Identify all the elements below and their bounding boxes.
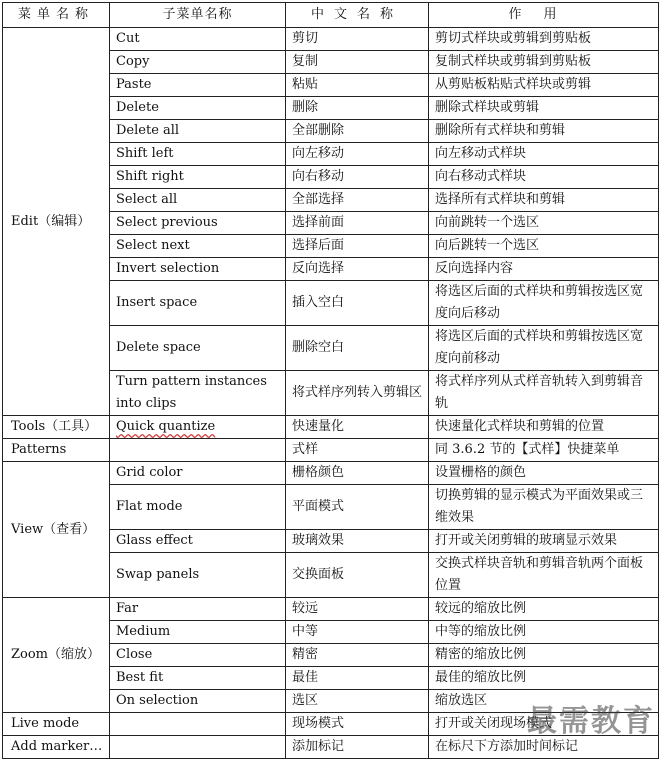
function-cell: 复制式样块或剪辑到剪贴板	[429, 51, 659, 74]
menu-cell-edit: Edit（编辑）	[3, 28, 110, 416]
submenu-cell: On selection	[110, 690, 286, 713]
function-cell: 较远的缩放比例	[429, 598, 659, 621]
submenu-cell: Far	[110, 598, 286, 621]
submenu-cell: Glass effect	[110, 530, 286, 553]
chinese-cell: 精密	[286, 644, 429, 667]
table-row	[3, 713, 659, 736]
chinese-cell: 较远	[286, 598, 429, 621]
chinese-cell: 交换面板	[286, 553, 429, 598]
function-cell: 交换式样块音轨和剪辑音轨两个面板位置	[429, 553, 659, 598]
submenu-cell: Select next	[110, 235, 286, 258]
chinese-cell: 复制	[286, 51, 429, 74]
chinese-cell: 全部删除	[286, 120, 429, 143]
chinese-cell: 平面模式	[286, 485, 429, 530]
chinese-cell: 添加标记	[286, 736, 429, 759]
chinese-cell: 将式样序列转入剪辑区	[286, 371, 429, 416]
table-row	[3, 462, 659, 485]
chinese-cell: 向右移动	[286, 166, 429, 189]
chinese-cell: 删除	[286, 97, 429, 120]
submenu-cell: Close	[110, 644, 286, 667]
function-cell: 最佳的缩放比例	[429, 667, 659, 690]
submenu-cell: Flat mode	[110, 485, 286, 530]
chinese-cell: 剪切	[286, 28, 429, 51]
menu-cell-view: View（查看）	[3, 462, 110, 598]
chinese-cell: 现场模式	[286, 713, 429, 736]
function-cell: 精密的缩放比例	[429, 644, 659, 667]
submenu-cell	[110, 439, 286, 462]
function-cell: 向前跳转一个选区	[429, 212, 659, 235]
submenu-cell	[110, 416, 286, 439]
chinese-cell: 式样	[286, 439, 429, 462]
function-cell: 删除所有式样块和剪辑	[429, 120, 659, 143]
table-row	[3, 439, 659, 462]
header-function: 作用	[429, 3, 659, 28]
function-cell: 选择所有式样块和剪辑	[429, 189, 659, 212]
chinese-cell: 删除空白	[286, 326, 429, 371]
function-cell: 将选区后面的式样块和剪辑按选区宽度向后移动	[429, 281, 659, 326]
submenu-cell: Paste	[110, 74, 286, 97]
function-cell: 切换剪辑的显示模式为平面效果或三维效果	[429, 485, 659, 530]
table-row	[3, 416, 659, 439]
watermark-logo: 最需教育	[527, 704, 655, 739]
function-cell: 缩放选区	[429, 690, 659, 713]
chinese-cell: 快速量化	[286, 416, 429, 439]
function-cell: 反向选择内容	[429, 258, 659, 281]
function-cell: 剪切式样块或剪辑到剪贴板	[429, 28, 659, 51]
function-cell: 中等的缩放比例	[429, 621, 659, 644]
submenu-cell: Shift left	[110, 143, 286, 166]
menu-cell-patterns: Patterns	[3, 439, 110, 462]
header-submenu: 子菜单名称	[110, 3, 286, 28]
submenu-cell: Grid color	[110, 462, 286, 485]
menu-cell-live-mode: Live mode	[3, 713, 110, 736]
submenu-cell: Cut	[110, 28, 286, 51]
submenu-label: Quick quantize	[116, 419, 216, 434]
chinese-cell: 向左移动	[286, 143, 429, 166]
function-cell: 向左移动式样块	[429, 143, 659, 166]
chinese-cell: 全部选择	[286, 189, 429, 212]
submenu-cell: Delete	[110, 97, 286, 120]
function-cell: 快速量化式样块和剪辑的位置	[429, 416, 659, 439]
submenu-cell: Turn pattern instances into clips	[110, 371, 286, 416]
chinese-cell: 玻璃效果	[286, 530, 429, 553]
chinese-cell: 反向选择	[286, 258, 429, 281]
menu-cell-zoom: Zoom（缩放）	[3, 598, 110, 713]
submenu-cell: Select previous	[110, 212, 286, 235]
submenu-cell: Swap panels	[110, 553, 286, 598]
submenu-cell: Insert space	[110, 281, 286, 326]
table-row	[3, 28, 659, 51]
menu-cell-add-marker: Add marker…	[3, 736, 110, 759]
submenu-cell: Copy	[110, 51, 286, 74]
function-cell: 同 3.6.2 节的【式样】快捷菜单	[429, 439, 659, 462]
chinese-cell: 粘贴	[286, 74, 429, 97]
submenu-cell	[110, 736, 286, 759]
header-chinese: 中文名称	[286, 3, 429, 28]
chinese-cell: 栅格颜色	[286, 462, 429, 485]
table-row	[3, 736, 659, 759]
function-cell: 打开或关闭现场模式	[429, 713, 659, 736]
chinese-cell: 选区	[286, 690, 429, 713]
submenu-cell: Delete space	[110, 326, 286, 371]
submenu-cell: Delete all	[110, 120, 286, 143]
submenu-cell: Medium	[110, 621, 286, 644]
menu-reference-table	[2, 2, 659, 759]
function-cell: 向后跳转一个选区	[429, 235, 659, 258]
submenu-cell: Shift right	[110, 166, 286, 189]
header-row	[3, 3, 659, 28]
function-cell: 将式样序列从式样音轨转入到剪辑音轨	[429, 371, 659, 416]
chinese-cell: 插入空白	[286, 281, 429, 326]
chinese-cell: 中等	[286, 621, 429, 644]
function-cell: 将选区后面的式样块和剪辑按选区宽度向前移动	[429, 326, 659, 371]
function-cell: 在标尺下方添加时间标记	[429, 736, 659, 759]
function-cell: 设置栅格的颜色	[429, 462, 659, 485]
header-menu: 菜单名称	[3, 3, 110, 28]
chinese-cell: 选择前面	[286, 212, 429, 235]
function-cell: 打开或关闭剪辑的玻璃显示效果	[429, 530, 659, 553]
function-cell: 从剪贴板粘贴式样块或剪辑	[429, 74, 659, 97]
submenu-cell: Best fit	[110, 667, 286, 690]
table-row	[3, 598, 659, 621]
chinese-cell: 选择后面	[286, 235, 429, 258]
function-cell: 向右移动式样块	[429, 166, 659, 189]
submenu-cell: Invert selection	[110, 258, 286, 281]
chinese-cell: 最佳	[286, 667, 429, 690]
submenu-cell	[110, 713, 286, 736]
submenu-cell: Select all	[110, 189, 286, 212]
menu-cell-tools: Tools（工具）	[3, 416, 110, 439]
function-cell: 删除式样块或剪辑	[429, 97, 659, 120]
